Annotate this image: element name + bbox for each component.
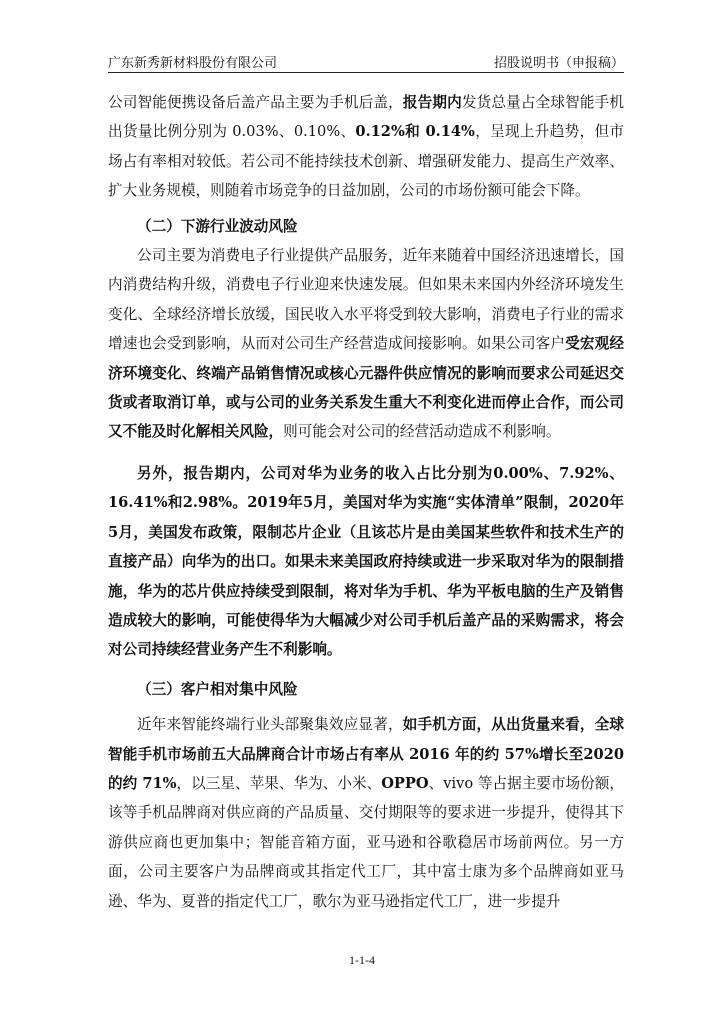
paragraph-customer-concentration: 近年来智能终端行业头部聚集效应显著，如手机方面，从出货量来看，全球智能手机市场前五大品牌商合计市场占有率从 2016 年的约 57%增长至2020 的约 71%，以三星、苹果、华为、小米、OPPO、vivo 等占据主要市场份额，该等手机品牌商对供应商的产品质量、交付期限等的要求进一步提升，使得其下游供应商也更加集中；智能音箱方面，亚马逊和谷歌稳居市场前两位。另一方面，公司主要客户为品牌商或其指定代工厂，其中富士康为多个品牌商如亚马逊、华为、夏普的指定代工厂，歌尔为亚马逊指定代工厂，进一步提升 — [108, 716, 624, 910]
section-heading-downstream-risk: （二）下游行业波动风险 — [137, 217, 298, 235]
document-title: 招股说明书（申报稿） — [493, 56, 624, 71]
paragraph-huawei-risk: 另外，报告期内，公司对华为业务的收入占比分别为0.00%、7.92%、16.41%和2.98%。2019年5月，美国对华为实施“实体清单”限制，2020年5月，美国发布政策，限制芯片企业（且该芯片是由美国某些软件和技术生产的直接产品）向华为的出口。如果未来美国政府持续或进一步采取对华为的限制措施，华为的芯片供应持续受到限制，将对华为手机、华为平板电脑的生产及销售造成较大的影响，可能使得华为大幅减少对公司手机后盖产品的采购需求，将会对公司持续经营业务产生不利影响。 — [108, 464, 624, 659]
paragraph-downstream-risk: 公司主要为消费电子行业提供产品服务，近年来随着中国经济迅速增长，国内消费结构升级，消费电子行业迎来快速发展。但如果未来国内外经济环境发生变化、全球经济增长放缓，国民收入水平将受到较大影响，消费电子行业的需求增速也会受到影响，从而对公司生产经营造成间接影响。如果公司客户受宏观经济环境变化、终端产品销售情况或核心元器件供应情况的影响而要求公司延迟交货或者取消订单，或与公司的业务关系发生重大不利变化进而停止合作，而公司又不能及时化解相关风险，则可能会对公司的经营活动造成不利影响。 — [108, 247, 624, 441]
page-body — [108, 88, 624, 916]
page-header — [108, 50, 624, 72]
paragraph-market-share: 公司智能便携设备后盖产品主要为手机后盖，报告期内发货总量占全球智能手机出货量比例分别为 0.03%、0.10%、0.12%和 0.14%，呈现上升趋势，但市场占有率相对较低。若公司不能持续技术创新、增强研发能力、提高生产效率、扩大业务规模，则随着市场竞争的日益加剧，公司的市场份额可能会下降。 — [108, 94, 624, 200]
company-name: 广东新秀新材料股份有限公司 — [108, 56, 278, 71]
header-divider — [108, 72, 624, 73]
page-number: 1-1-4 — [349, 953, 375, 967]
section-heading-customer-concentration: （三）客户相对集中风险 — [137, 680, 298, 698]
